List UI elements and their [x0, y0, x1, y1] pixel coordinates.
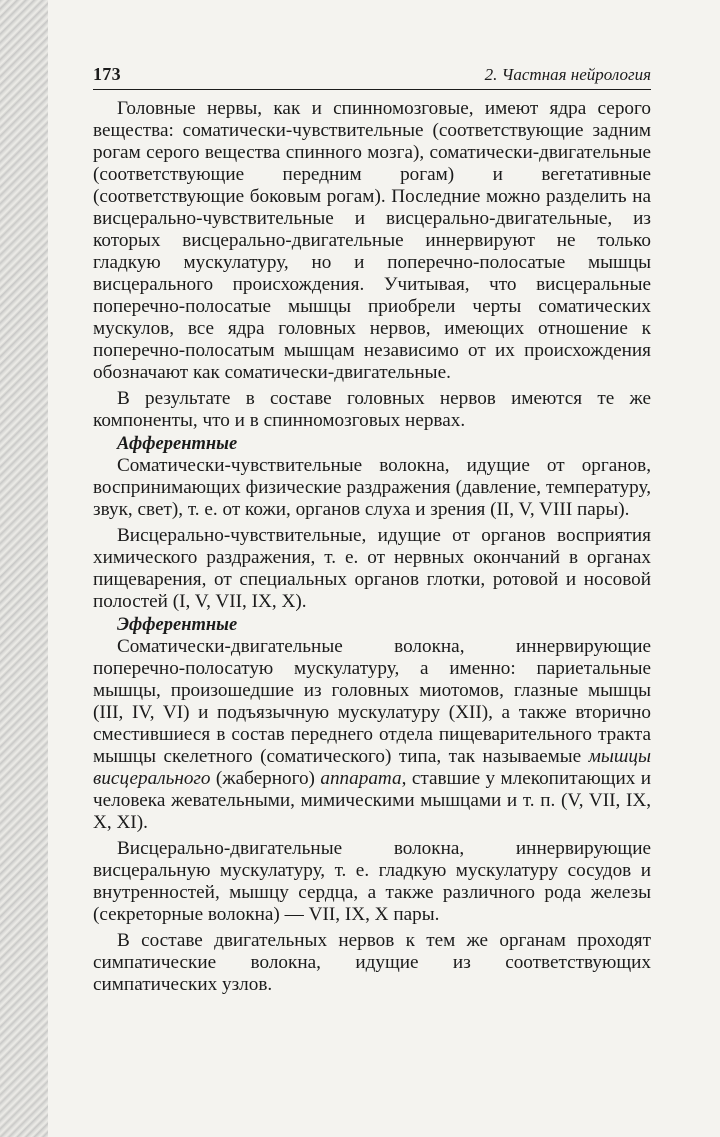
body-text [93, 98, 651, 996]
paragraph-visceral-motor: Висцерально-двигательные волокна, иннервирующие висцеральную мускулатуру, т. е. гладкую мускулатуру сосудов и внутренностей, мышцу сердца, а также различного рода железы (секреторные волокна) — VII, IX, X пары. [93, 838, 651, 925]
somatic-motor-text-end: , ставшие у млекопитающих и человека жевательными, мимическими мышцами и т. п. (V, VII, IX, X, XI). [93, 768, 651, 833]
paragraph-somatic-motor [93, 636, 651, 834]
somatic-motor-text-mid: (жаберного) [210, 768, 321, 789]
paragraph-somatic-sensory: Соматически-чувствительные волокна, идущие от органов, воспринимающих физические раздражения (давление, температуру, звук, свет), т. е. от кожи, органов слуха и зрения (II, V, VIII пары). [93, 455, 651, 520]
paragraph-visceral-sensory: Висцерально-чувствительные, идущие от органов восприятия химического раздражения, т. е. от нервных окончаний в органах пищеварения, от специальных органов глотки, ротовой и носовой полостей (I, V, VII, IX, X). [93, 525, 651, 612]
paragraph-nuclei: Головные нервы, как и спинномозговые, имеют ядра серого вещества: соматически-чувствительные (соответствующие задним рогам серого вещества спинного мозга), соматически-двигательные (соответствующие передним рогам) и вегетативные (соответствующие боковым рогам). Последние можно разделить на висцерально-чувствительные и висцерально-двигательные, из которых висцерально-двигательные иннервируют не только гладкую мускулатуру, но и поперечно-полосатые мышцы висцерального происхождения. Учитывая, что висцеральные поперечно-полосатые мышцы приобрели черты соматических мускулов, все ядра головных нервов, имеющих отношение к поперечно-полосатым мышцам независимо от их происхождения обозначают как соматически-двигательные. [93, 98, 651, 383]
book-page [93, 58, 651, 996]
somatic-motor-text-start: Соматически-двигательные волокна, иннервирующие поперечно-полосатую мускулатуру, а именно: париетальные мышцы, произошедшие из головных миотомов, глазные мышцы (III, IV, VI) и подъязычную мускулатуру (XII), а также вторично сместившиеся в состав переднего отдела пищеварительного тракта мышцы скелетного (соматического) типа, так называемые [93, 636, 651, 767]
running-head [93, 58, 651, 90]
page-number: 173 [93, 64, 121, 84]
paragraph-components: В результате в составе головных нервов имеются те же компоненты, что и в спинномозговых нервах. [93, 388, 651, 431]
afferent-heading: Афферентные [117, 434, 238, 454]
efferent-heading: Эфферентные [117, 615, 238, 635]
paragraph-sympathetic: В составе двигательных нервов к тем же органам проходят симпатические волокна, идущие из соответствующих симпатических узлов. [93, 930, 651, 995]
somatic-motor-term-visceral: мышцы висцерального [93, 746, 651, 789]
scan-edge-shadow [0, 0, 48, 1137]
section-title: 2. Частная нейрология [484, 65, 651, 84]
somatic-motor-term-apparatus: аппарата [320, 768, 402, 789]
